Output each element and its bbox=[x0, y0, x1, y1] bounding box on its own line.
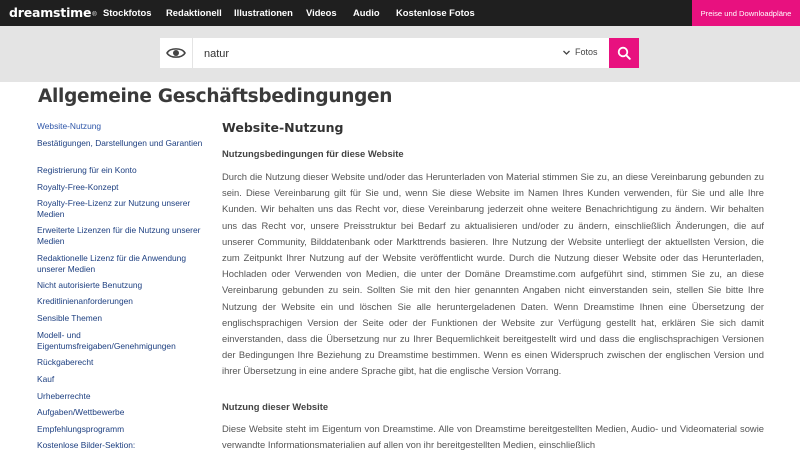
sidebar-item-registrierung[interactable]: Registrierung für ein Konto bbox=[37, 165, 137, 175]
sidebar-item-erweiterte-lizenzen[interactable]: Erweiterte Lizenzen für die Nutzung unserer Medien bbox=[37, 225, 201, 246]
search-button[interactable] bbox=[609, 38, 639, 68]
sidebar-item-freigaben[interactable]: Modell- und Eigentumsfreigaben/Genehmigungen bbox=[37, 330, 176, 351]
nav-videos[interactable]: Videos bbox=[306, 7, 337, 18]
nav-audio[interactable]: Audio bbox=[353, 7, 380, 18]
paragraph-nutzung-website: Diese Website steht im Eigentum von Dreamstime. Alle von Dreamstime bereitgestellten Medien, Audio- und Videomaterial sowie verwandte Informationsmaterialien auf allen von ihr bereitgestellten Medien, einschließlich bbox=[222, 423, 764, 450]
search-filter-dropdown[interactable] bbox=[562, 47, 598, 57]
sidebar-item-kauf[interactable]: Kauf bbox=[37, 374, 55, 384]
sidebar-item-royalty-free-konzept[interactable]: Royalty-Free-Konzept bbox=[37, 182, 119, 192]
eye-icon[interactable] bbox=[166, 45, 186, 61]
search-divider bbox=[192, 38, 193, 68]
section-title: Website-Nutzung bbox=[222, 120, 344, 135]
subheading-nutzung-website: Nutzung dieser Website bbox=[222, 401, 329, 412]
filter-label: Fotos bbox=[575, 47, 598, 57]
sidebar-item-kreditlinien[interactable]: Kreditlinienanforderungen bbox=[37, 296, 133, 306]
sidebar-item-empfehlungsprogramm[interactable]: Empfehlungsprogramm bbox=[37, 424, 125, 434]
pricing-button[interactable]: Preise und Downloadpläne bbox=[692, 0, 800, 26]
sidebar-item-urheberrechte[interactable]: Urheberrechte bbox=[37, 391, 91, 401]
sidebar-item-website-nutzung[interactable]: Website-Nutzung bbox=[37, 121, 102, 131]
nav-kostenlose-fotos[interactable]: Kostenlose Fotos bbox=[396, 7, 475, 18]
subheading-nutzungsbedingungen: Nutzungsbedingungen für diese Website bbox=[222, 148, 404, 159]
sidebar-item-nicht-autorisierte[interactable]: Nicht autorisierte Benutzung bbox=[37, 280, 143, 290]
nav-stockfotos[interactable]: Stockfotos bbox=[103, 7, 152, 18]
search-band bbox=[0, 26, 800, 82]
search-box bbox=[160, 38, 609, 68]
sidebar-item-aufgaben[interactable]: Aufgaben/Wettbewerbe bbox=[37, 407, 125, 417]
sidebar-item-royalty-free-lizenz[interactable]: Royalty-Free-Lizenz zur Nutzung unserer Medien bbox=[37, 198, 191, 219]
sidebar-item-sensible-themen[interactable]: Sensible Themen bbox=[37, 313, 103, 323]
registered-mark: ® bbox=[92, 12, 97, 18]
logo-text: dreamstime bbox=[9, 5, 92, 20]
sidebar-item-bestaetigungen[interactable]: Bestätigungen, Darstellungen und Garantien bbox=[37, 138, 203, 148]
nav-illustrationen[interactable]: Illustrationen bbox=[234, 7, 293, 18]
sidebar-item-kostenlose-bilder[interactable]: Kostenlose Bilder-Sektion: bbox=[37, 440, 136, 450]
top-navigation-bar bbox=[0, 0, 800, 26]
page-title: Allgemeine Geschäftsbedingungen bbox=[38, 86, 393, 107]
sidebar-item-redaktionelle-lizenz[interactable]: Redaktionelle Lizenz für die Anwendung unserer Medien bbox=[37, 253, 186, 274]
nav-redaktionell[interactable]: Redaktionell bbox=[166, 7, 222, 18]
chevron-down-icon bbox=[562, 48, 571, 57]
sidebar-item-rueckgaberecht[interactable]: Rückgaberecht bbox=[37, 357, 94, 367]
search-input[interactable] bbox=[204, 46, 544, 61]
dreamstime-logo[interactable] bbox=[9, 5, 97, 21]
paragraph-nutzungsbedingungen: Durch die Nutzung dieser Website und/oder das Herunterladen von Material stimmen Sie zu, an diese Vereinbarung gebunden zu sein. Diese Vereinbarung gilt für Sie und, wenn Sie diese Website im Namen Ihres Kunden verwenden, für Sie und alle Ihre Kunden. Wir behalten uns das Recht vor, diese Vereinbarung jederzeit ohne weitere Benachrichtigung zu ändern. Wir behalten uns das Recht vor, unsere Preisstruktur bei Bedarf zu aktualisieren und/oder zu ändern, einschließlich Änderungen, die auf unserer Community, Bilddatenbank oder Markttrends basieren. Ihre Nutzung der Website unterliegt der aktuellsten Version, die zum Zeitpunkt Ihrer Nutzung auf der Website veröffentlicht wurde. Durch die Nutzung dieser Website oder das Herunterladen, Hochladen oder Verwenden von Medien, die unter der Domäne Dreamstime.com aufgeführt sind, stimmen Sie zu, an diese Vereinbarung gebunden zu sein. Sollten Sie mit den hier genannten Angaben nicht einverstanden sein, stellen Sie bitte Ihre Nutzung der Website ein und löschen Sie alle heruntergeladenen Daten. Wenn Dreamstime Ihnen eine Übersetzung der englischsprachigen Version der Seite oder der Funktionen der Website zur Verfügung gestellt hat, erklären Sie sich damit einverstanden, dass die Übersetzung nur zu Ihrer Bequemlichkeit bereitgestellt wird und dass die englischsprachigen Versionen der Bedingungen Ihre Beziehung zu Dreamstime bestimmen. Wenn es einen Widerspruch zwischen der englischen Version und ihrer Übersetzung in eine andere Sprache gibt, hat die englische Version Vorrang. bbox=[222, 171, 764, 377]
search-icon bbox=[617, 46, 631, 60]
